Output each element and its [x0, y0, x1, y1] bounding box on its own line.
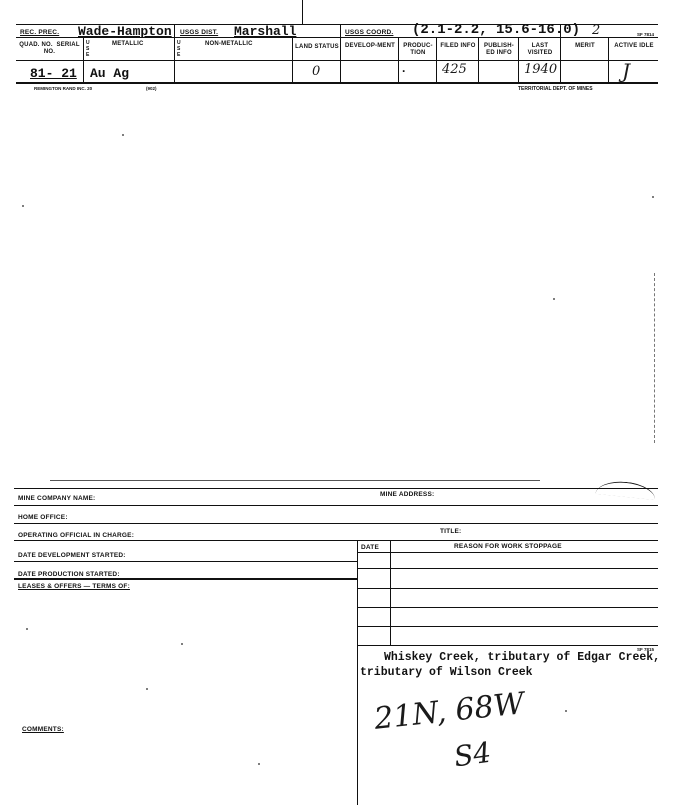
stoppage-row-1 [357, 568, 658, 569]
col-divider-land [292, 37, 293, 82]
rule-5 [14, 578, 357, 580]
rec-prec-label: REC. PREC. [20, 29, 60, 36]
pen-stroke [595, 479, 656, 500]
operating-official-label: OPERATING OFFICIAL IN CHARGE: [18, 532, 135, 539]
stoppage-row-5 [357, 645, 658, 646]
col-divider-published [478, 37, 479, 82]
usgs-dist-label: USGS DIST. [180, 29, 219, 36]
col-use-nonmetallic: U S E [177, 40, 181, 58]
form-code-top: SF 7814 [637, 32, 655, 37]
divider-2 [340, 24, 341, 82]
stoppage-row-4 [357, 626, 658, 627]
col-non-metallic: NON-METALLIC [205, 41, 253, 47]
leases-offers-label: LEASES & OFFERS — TERMS OF: [18, 583, 130, 590]
usgs-dist-value: Marshall [234, 24, 297, 39]
printer-code: (902) [146, 86, 157, 91]
col-serial-no: SERIAL NO. [43, 42, 80, 55]
quad-serial-value: 81- 21 [30, 66, 77, 81]
development-value: · [402, 64, 406, 78]
col-last-visited: LAST VISITED [527, 43, 553, 56]
col-filed-info: FILED INFO [440, 43, 476, 49]
col-quad-serial [16, 42, 83, 56]
rule-2 [14, 523, 658, 524]
mine-company-name-label: MINE COMPANY NAME: [18, 495, 96, 502]
stoppage-row-2 [357, 588, 658, 589]
comments-label: COMMENTS: [22, 726, 64, 733]
rec-prec-value: Wade-Hampton [78, 24, 172, 39]
col-land-status: LAND STATUS [295, 44, 339, 50]
mine-address-label: MINE ADDRESS: [380, 491, 435, 498]
col-merit: MERIT [575, 43, 595, 49]
center-divider [357, 540, 358, 805]
col-divider-serial [83, 37, 84, 82]
date-col-divider [390, 540, 391, 645]
handwritten-section: S4 [451, 735, 494, 774]
col-divider-last-visited [518, 37, 519, 82]
scan-speck [146, 688, 148, 690]
active-idle-value: J [622, 59, 631, 83]
scan-speck [122, 134, 124, 136]
divider-1 [174, 24, 175, 82]
col-published-info: PUBLISH-ED INFO [484, 43, 514, 56]
date-production-started-label: DATE PRODUCTION STARTED: [18, 571, 120, 578]
merit-top-value: 2 [592, 23, 601, 38]
column-header-divider [16, 60, 658, 61]
date-development-started-label: DATE DEVELOPMENT STARTED: [18, 552, 126, 559]
faint-rule [50, 480, 540, 481]
scan-speck [26, 628, 28, 630]
land-status-value: 0 [312, 64, 321, 79]
territorial-dept-label: TERRITORIAL DEPT. OF MINES [518, 86, 593, 92]
company-top-rule [14, 488, 658, 489]
stoppage-row-3 [357, 607, 658, 608]
col-active-idle: ACTIVE IDLE [614, 43, 654, 49]
header-bottom-rule [16, 82, 658, 84]
rule-4 [14, 561, 357, 562]
handwritten-township: 21N, 68W [372, 686, 527, 737]
scan-speck [22, 205, 24, 207]
col-production: PRODUC-TION [403, 43, 433, 56]
col-divider-active [608, 37, 609, 82]
scan-speck [553, 298, 555, 300]
scan-speck [565, 710, 567, 712]
usgs-coord-value: (2.1-2.2, 15.6-16.0) [412, 22, 581, 38]
reason-column-header: REASON FOR WORK STOPPAGE [454, 543, 562, 550]
col-quad-no: QUAD. NO. [19, 42, 53, 48]
col-use-metallic: U S E [86, 40, 90, 58]
col-development: DEVELOP-MENT [344, 43, 396, 49]
last-visited-value: 1940 [524, 62, 558, 77]
filed-info-value: 425 [442, 62, 467, 77]
location-line-2: tributary of Wilson Creek [360, 666, 533, 679]
metallic-value: Au Ag [90, 66, 130, 81]
scan-speck [258, 763, 260, 765]
scan-speck [181, 643, 183, 645]
scan-edge-mark [654, 273, 655, 443]
printer-imprint: REMINGTON RAND INC. 20 [34, 86, 93, 91]
home-office-label: HOME OFFICE: [18, 514, 68, 521]
title-label: TITLE: [440, 528, 462, 535]
usgs-coord-label: USGS COORD. [345, 29, 394, 36]
col-divider-filed [436, 37, 437, 82]
col-divider-production [398, 37, 399, 82]
rule-3 [14, 540, 658, 541]
form-code-bottom: SF 7815 [637, 647, 655, 652]
location-line-1: Whiskey Creek, tributary of Edgar Creek, [384, 651, 661, 664]
top-center-tick [302, 0, 303, 24]
col-metallic: METALLIC [112, 41, 144, 47]
date-column-header: DATE [361, 544, 380, 551]
rule-1 [14, 505, 658, 506]
scan-speck [652, 196, 654, 198]
stoppage-header-rule [357, 552, 658, 553]
